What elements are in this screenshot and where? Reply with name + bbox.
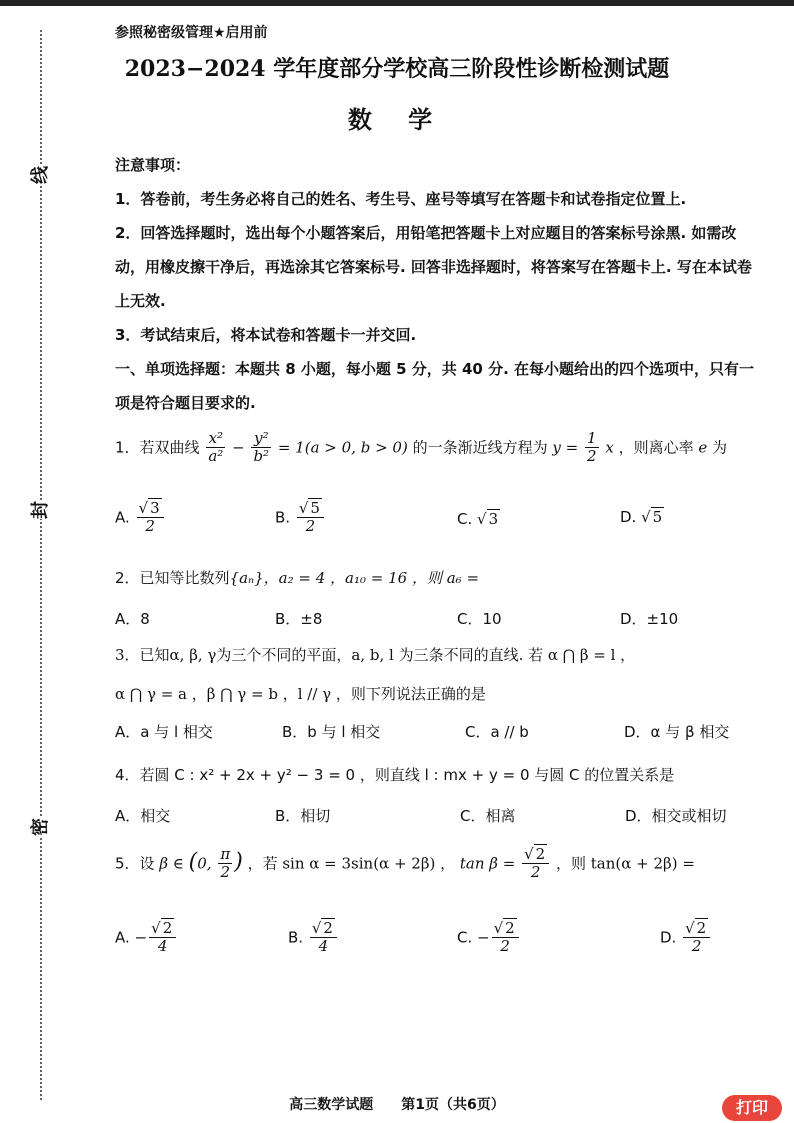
q1-option-c[interactable]: C. √ 3: [457, 510, 499, 528]
q1-condition: (a > 0, b > 0): [304, 438, 408, 457]
notes-section: [115, 148, 755, 420]
q2-sequence: {aₙ}: [229, 569, 264, 587]
exam-title: 2023−2024 学年度部分学校高三阶段性诊断检测试题: [124, 56, 670, 82]
q1-mid: 的一条渐近线方程为: [412, 438, 548, 457]
q4-option-b[interactable]: B．相切: [275, 807, 331, 825]
question-5: 5．设 β ∈ (0, $\frac{\pi}{2}$ ) ，若 sin α = 3sin(α + 2β) ， tan β = $\frac{√ 2}{2}$ ，则 tan(α + 2β) =: [115, 845, 695, 882]
margin-label-feng: 封: [24, 501, 54, 519]
q3-option-b[interactable]: B．b 与 l 相交: [282, 723, 381, 741]
page-footer: 高三数学试题 第1页（共6页）: [289, 1097, 505, 1113]
margin-label-mi: 密: [24, 818, 54, 836]
notes-heading: 注意事项：: [115, 156, 191, 174]
q3-option-d[interactable]: D．α 与 β 相交: [624, 723, 730, 741]
q4-option-c[interactable]: C．相离: [460, 807, 516, 825]
section-heading: 一、单项选择题：本题共 8 小题，每小题 5 分，共 40 分. 在每小题给出的四个选项中，只有一项是符合题目要求的.: [115, 360, 755, 412]
q1-option-a[interactable]: A. $\frac{√ 3}{2}$: [115, 500, 166, 536]
q1-frac-y: $\frac{\text{y²}}{\text{b²}}$: [253, 429, 270, 466]
binding-line: [40, 30, 42, 1100]
q2-option-b[interactable]: B．±8: [275, 610, 323, 628]
q1-e: e: [698, 438, 708, 457]
note-item: 3．考试结束后，将本试卷和答题卡一并交回.: [115, 326, 417, 344]
q2-option-a[interactable]: A．8: [115, 610, 150, 628]
q1-suffix: ，则离心率: [618, 438, 694, 457]
note-item: 1．答卷前，考生务必将自己的姓名、考生号、座号等填写在答题卡和试卷指定位置上.: [115, 190, 687, 208]
secret-level: 参照秘密级管理★启用前: [115, 25, 268, 41]
q1-option-d[interactable]: D. √ 5: [620, 508, 663, 526]
q1-frac-x: $\frac{\text{x²}}{\text{a²}}$: [208, 429, 224, 466]
question-3-line2: α ⋂ γ = a ，β ⋂ γ = b ，l // γ ，则下列说法正确的是: [115, 685, 486, 703]
q5-pi-half: $\frac{\pi}{2}$: [220, 845, 231, 882]
print-button[interactable]: 打印: [722, 1095, 782, 1121]
q4-option-a[interactable]: A．相交: [115, 807, 171, 825]
q5-option-a[interactable]: A. − $\frac{√ 2}{4}$: [115, 920, 178, 956]
question-3-line1: 3．已知α, β, γ为三个不同的平面，a, b, l 为三条不同的直线. 若 α ⋂ β = l ，: [115, 646, 636, 664]
q4-option-d[interactable]: D．相交或相切: [625, 807, 727, 825]
question-4: 4．若圆 C : x² + 2x + y² − 3 = 0 ，则直线 l : mx + y = 0 与圆 C 的位置关系是: [115, 766, 675, 784]
q1-option-b[interactable]: B. $\frac{√ 5}{2}$: [275, 500, 326, 536]
q5-option-d[interactable]: D. $\frac{√ 2}{2}$: [660, 920, 712, 956]
question-1: 1．若双曲线 $\frac{\text{x²}}{\text{a²}}$ − $\frac{\text{y²}}{\text{b²}}$ = 1(a > 0, b > 0) 的一条渐近线方程为 y = $\frac{1}{2}$ x ，则离心率 e 为: [115, 429, 728, 466]
subject-title: 数 学: [347, 105, 447, 134]
note-item: 2．回答选择题时，选出每个小题答案后，用铅笔把答题卡上对应题目的答案标号涂黑. 如需改动，用橡皮擦干净后，再选涂其它答案标号. 回答非选择题时，将答案写在答题卡上. 写在本试卷上无效.: [115, 224, 752, 310]
question-2: 2．已知等比数列{aₙ}，a₂ = 4 ，a₁₀ = 16 ，则 a₆ =: [115, 569, 480, 587]
q1-end: 为: [712, 438, 728, 457]
q2-option-d[interactable]: D．±10: [620, 610, 679, 628]
q1-prefix: 1．若双曲线: [115, 438, 200, 457]
top-border: [0, 0, 794, 6]
margin-label-xian: 线: [24, 166, 54, 184]
q5-tan-value: $\frac{√ 2}{2}$: [522, 846, 549, 882]
q3-option-c[interactable]: C．a // b: [465, 723, 529, 741]
q2-option-c[interactable]: C．10: [457, 610, 502, 628]
q5-option-b[interactable]: B. $\frac{√ 2}{4}$: [288, 920, 339, 956]
q3-option-a[interactable]: A．a 与 l 相交: [115, 723, 213, 741]
q5-option-c[interactable]: C. − $\frac{√ 2}{2}$: [457, 920, 521, 956]
q1-slope: $\frac{1}{2}$: [587, 429, 597, 466]
